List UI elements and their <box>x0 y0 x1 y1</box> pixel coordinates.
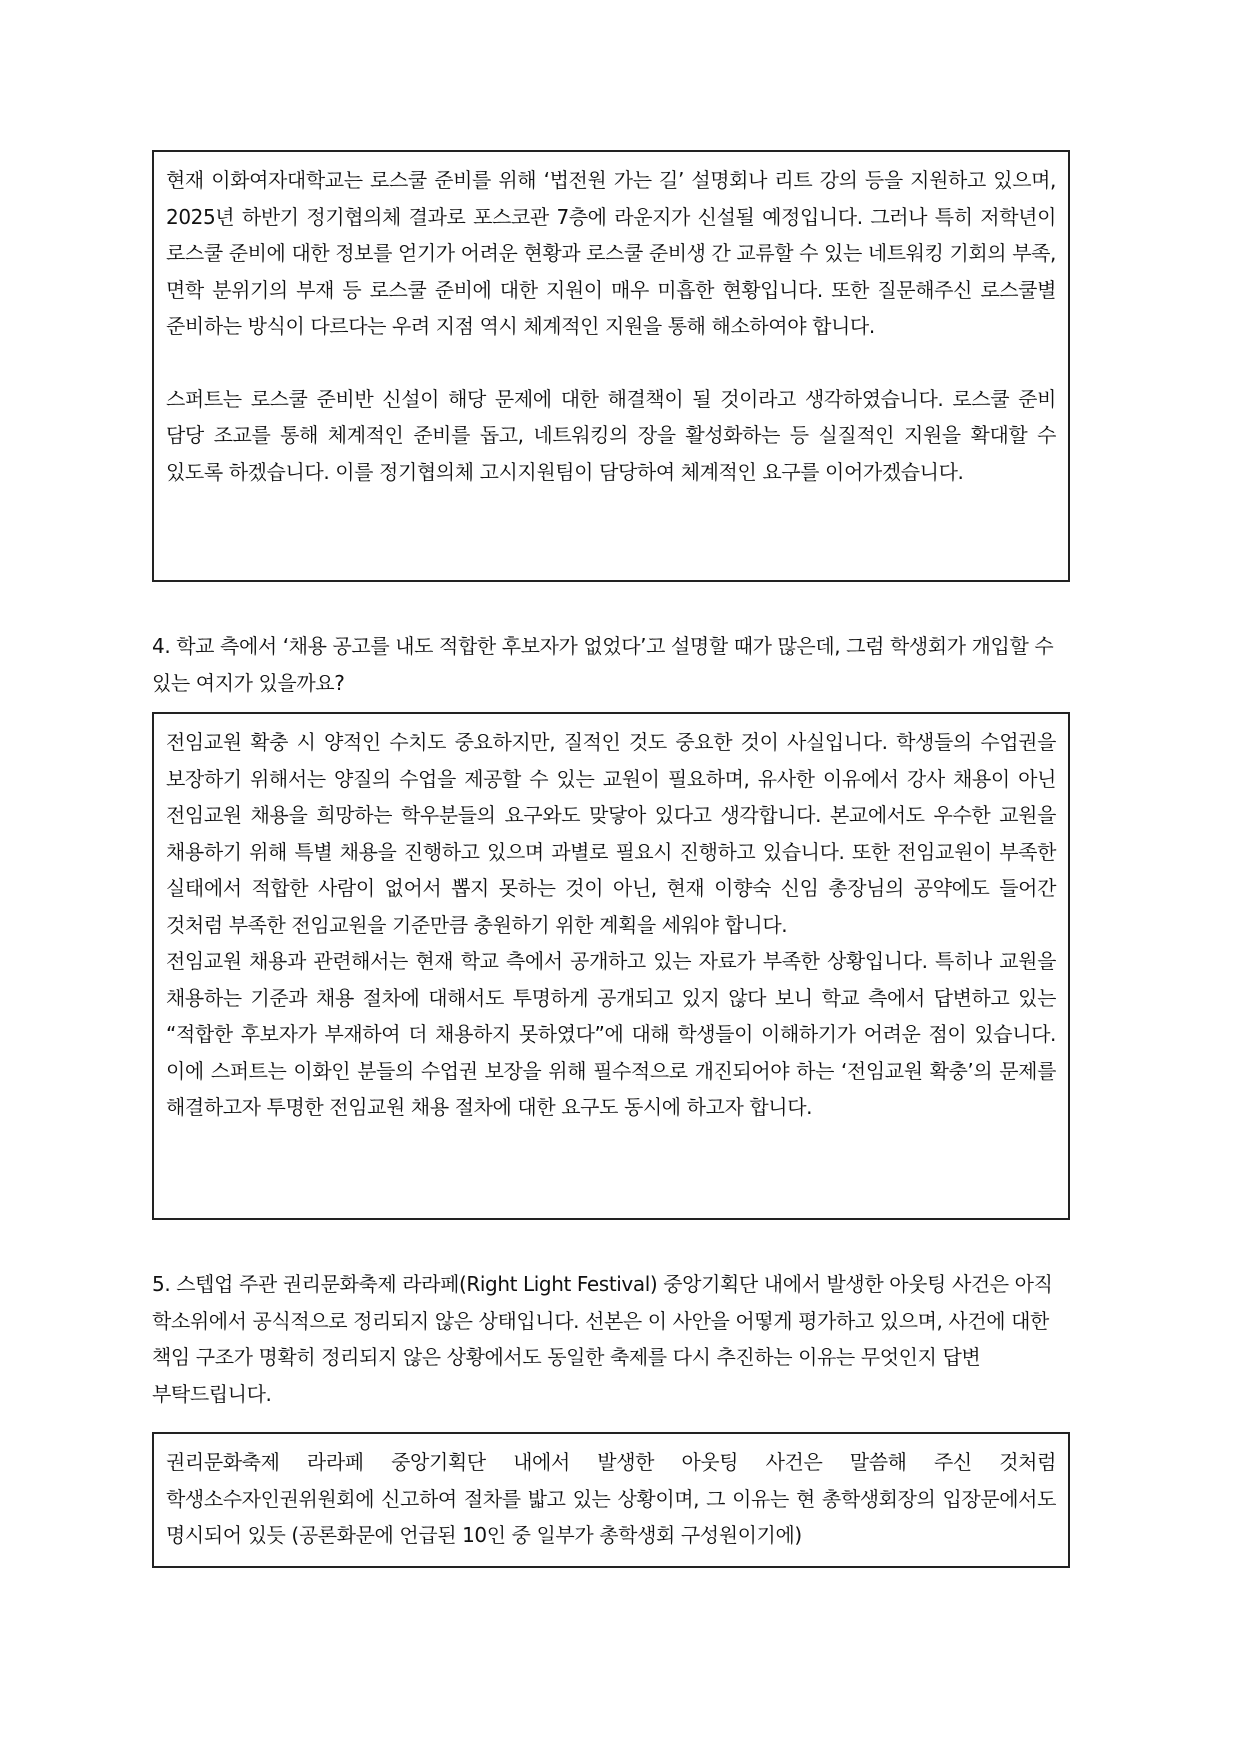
answer-2-paragraph-1: 전임교원 확충 시 양적인 수치도 중요하지만, 질적인 것도 중요한 것이 사실입니다. 학생들의 수업권을 보장하기 위해서는 양질의 수업을 제공할 수 있는 교원이 필요하며, 유사한 이유에서 강사 채용이 아닌 전임교원 채용을 희망하는 학우분들의 요구와도 맞닿아 있다고 생각합니다. 본교에서도 우수한 교원을 채용하기 위해 특별 채용을 진행하고 있으며 과별로 필요시 진행하고 있습니다. 또한 전임교원이 부족한 실태에서 적합한 사람이 없어서 뽑지 못하는 것이 아닌, 현재 이향숙 신임 총장님의 공약에도 들어간 것처럼 부족한 전임교원을 기준만큼 충원하기 위한 계획을 세워야 합니다. <box>166 730 1056 937</box>
question-4: 4. 학교 측에서 ‘채용 공고를 내도 적합한 후보자가 없었다’고 설명할 때가 많은데, 그럼 학생회가 개입할 수 있는 여지가 있을까요? <box>152 634 1054 695</box>
answer-box-3 <box>152 1432 1070 1568</box>
question-5: 5. 스텝업 주관 권리문화축제 라라페(Right Light Festival) 중앙기획단 내에서 발생한 아웃팅 사건은 아직 학소위에서 공식적으로 정리되지 않은 상태입니다. 선본은 이 사안을 어떻게 평가하고 있으며, 사건에 대한 책임 구조가 명확히 정리되지 않은 상황에서도 동일한 축제를 다시 추진하는 이유는 무엇인지 답변 부탁드립니다. <box>152 1272 1053 1406</box>
answer-1-paragraph-1: 현재 이화여자대학교는 로스쿨 준비를 위해 ‘법전원 가는 길’ 설명회나 리트 강의 등을 지원하고 있으며, 2025년 하반기 정기협의체 결과로 포스코관 7층에 라운지가 신설될 예정입니다. 그러나 특히 저학년이 로스쿨 준비에 대한 정보를 얻기가 어려운 현황과 로스쿨 준비생 간 교류할 수 있는 네트워킹 기회의 부족, 면학 분위기의 부재 등 로스쿨 준비에 대한 지원이 매우 미흡한 현황입니다. 또한 질문해주신 로스쿨별 준비하는 방식이 다르다는 우려 지점 역시 체계적인 지원을 통해 해소하여야 합니다. <box>166 168 1056 338</box>
answer-2-paragraph-2: 전임교원 채용과 관련해서는 현재 학교 측에서 공개하고 있는 자료가 부족한 상황입니다. 특히나 교원을 채용하는 기준과 채용 절차에 대해서도 투명하게 공개되고 있지 않다 보니 학교 측에서 답변하고 있는 “적합한 후보자가 부재하여 더 채용하지 못하였다”에 대해 학생들이 이해하기가 어려운 점이 있습니다. 이에 스퍼트는 이화인 분들의 수업권 보장을 위해 필수적으로 개진되어야 하는 ‘전임교원 확충’의 문제를 해결하고자 투명한 전임교원 채용 절차에 대한 요구도 동시에 하고자 합니다. <box>166 949 1056 1119</box>
answer-1-paragraph-2: 스퍼트는 로스쿨 준비반 신설이 해당 문제에 대한 해결책이 될 것이라고 생각하였습니다. 로스쿨 준비 담당 조교를 통해 체계적인 준비를 돕고, 네트워킹의 장을 활성화하는 등 실질적인 지원을 확대할 수 있도록 하겠습니다. 이를 정기협의체 고시지원팀이 담당하여 체계적인 요구를 이어가겠습니다. <box>166 386 1056 484</box>
answer-box-1 <box>152 150 1070 582</box>
answer-box-2 <box>152 712 1070 1220</box>
answer-3-paragraph-1: 권리문화축제 라라페 중앙기획단 내에서 발생한 아웃팅 사건은 말씀해 주신 것처럼 학생소수자인권위원회에 신고하여 절차를 밟고 있는 상황이며, 그 이유는 현 총학생회장의 입장문에서도 명시되어 있듯 (공론화문에 언급된 10인 중 일부가 총학생회 구성원이기에) <box>166 1450 1056 1547</box>
